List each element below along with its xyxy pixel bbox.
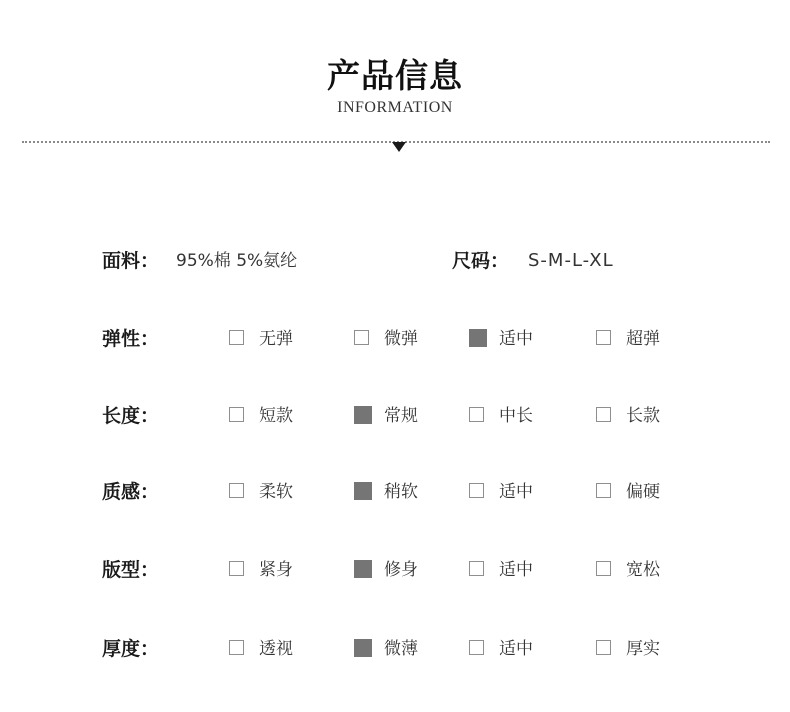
attribute-row: [0, 634, 790, 664]
option-label: 适中: [499, 329, 533, 349]
size-value: S-M-L-XL: [528, 250, 614, 271]
unchecked-box-icon: [354, 330, 369, 345]
checked-box-icon: [354, 560, 372, 578]
fabric-value: 95%棉 5%氨纶: [176, 251, 298, 271]
unchecked-box-icon: [229, 483, 244, 498]
checked-box-icon: [354, 406, 372, 424]
option-label: 适中: [499, 482, 533, 502]
checked-box-icon: [354, 639, 372, 657]
attribute-row: [0, 401, 790, 431]
unchecked-box-icon: [596, 483, 611, 498]
option-label: 稍软: [384, 482, 418, 502]
option-label: 常规: [384, 406, 418, 426]
attribute-label: 厚度：: [102, 638, 160, 660]
option-label: 宽松: [626, 560, 660, 580]
unchecked-box-icon: [229, 640, 244, 655]
option-label: 无弹: [259, 329, 293, 349]
attribute-row: [0, 477, 790, 507]
unchecked-box-icon: [596, 407, 611, 422]
size-label: 尺码：: [452, 250, 510, 272]
option-label: 长款: [626, 406, 660, 426]
page-title: 产品信息: [327, 56, 463, 95]
unchecked-box-icon: [469, 640, 484, 655]
attribute-label: 长度：: [102, 405, 160, 427]
option-label: 柔软: [259, 482, 293, 502]
option-label: 适中: [499, 639, 533, 659]
option-label: 微薄: [384, 639, 418, 659]
option-label: 紧身: [259, 560, 293, 580]
unchecked-box-icon: [596, 640, 611, 655]
option-label: 超弹: [626, 329, 660, 349]
option-label: 适中: [499, 560, 533, 580]
attribute-row: [0, 324, 790, 354]
unchecked-box-icon: [596, 561, 611, 576]
option-label: 偏硬: [626, 482, 660, 502]
attribute-row: [0, 555, 790, 585]
triangle-marker-icon: [392, 142, 406, 152]
attribute-label: 弹性：: [102, 328, 160, 350]
option-label: 微弹: [384, 329, 418, 349]
checked-box-icon: [469, 329, 487, 347]
unchecked-box-icon: [229, 407, 244, 422]
option-label: 透视: [259, 639, 293, 659]
attribute-label: 版型：: [102, 559, 160, 581]
unchecked-box-icon: [469, 483, 484, 498]
option-label: 中长: [499, 406, 533, 426]
attribute-label: 质感：: [102, 481, 160, 503]
unchecked-box-icon: [469, 561, 484, 576]
unchecked-box-icon: [229, 330, 244, 345]
unchecked-box-icon: [469, 407, 484, 422]
unchecked-box-icon: [596, 330, 611, 345]
checked-box-icon: [354, 482, 372, 500]
option-label: 短款: [259, 406, 293, 426]
fabric-label: 面料：: [102, 250, 160, 272]
option-label: 修身: [384, 560, 418, 580]
page-subtitle: INFORMATION: [337, 99, 453, 116]
unchecked-box-icon: [229, 561, 244, 576]
fabric-size-row: [0, 246, 790, 276]
option-label: 厚实: [626, 639, 660, 659]
